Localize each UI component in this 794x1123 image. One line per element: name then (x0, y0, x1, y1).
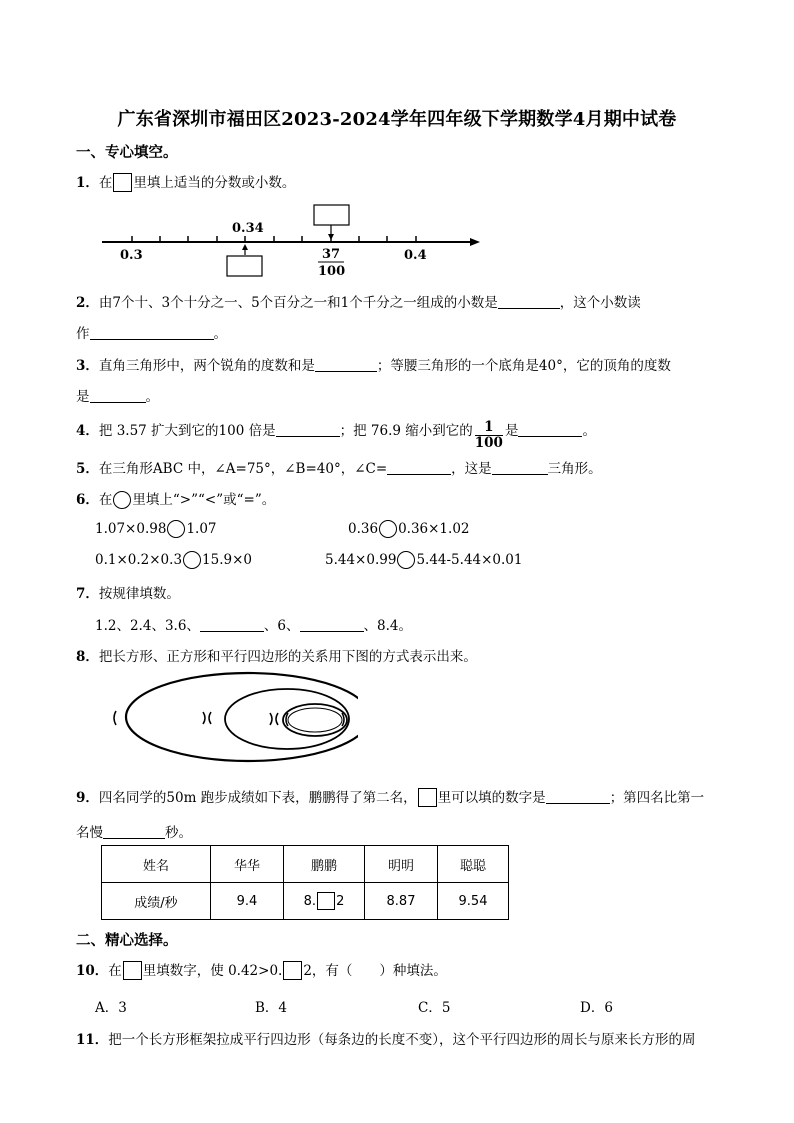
question-number: 10． (76, 963, 109, 979)
q11-text: 把一个长方形框架拉成平行四边形（每条边的长度不变），这个平行四边形的周长与原来长方形的周 (108, 1032, 696, 1048)
answer-blank[interactable] (90, 327, 214, 340)
answer-circle[interactable] (397, 551, 415, 569)
answer-blank[interactable] (492, 462, 548, 475)
question-11 (76, 1028, 696, 1048)
q4-text-a: 把 3.57 扩大到它的100 倍是 (98, 423, 276, 439)
inner-ellipse (283, 704, 347, 736)
answer-box[interactable] (283, 961, 302, 980)
fraction-denominator: 100 (318, 264, 346, 279)
question-5 (76, 457, 602, 477)
option-a[interactable]: A．3 (95, 1000, 127, 1016)
question-10 (76, 959, 447, 980)
question-number: 9． (76, 790, 99, 806)
answer-blank[interactable] (518, 424, 582, 437)
question-7-sequence: 1.2、2.4、3.6、 、6、 、8.4。 (95, 618, 412, 634)
answer-blank[interactable] (200, 619, 264, 632)
outer-ellipse (126, 673, 358, 761)
question-number: 4． (76, 423, 99, 439)
q2-text-d: 。 (213, 326, 227, 342)
q9-text-a: 四名同学的50m 跑步成绩如下表，鹏鹏得了第二名， (98, 790, 417, 806)
q1-text-a: 在 (98, 175, 113, 191)
answer-box-lower[interactable] (227, 256, 262, 276)
number-line-figure (96, 198, 496, 283)
question-number: 6． (76, 492, 99, 508)
table-cell: 成绩/秒 (102, 883, 211, 920)
q4-text-d: 。 (582, 423, 596, 439)
scores-table (101, 845, 509, 920)
compare-circle-icon (113, 491, 131, 509)
question-number: 5． (76, 461, 99, 477)
answer-blank[interactable] (387, 462, 451, 475)
paren-right-1 (203, 712, 205, 724)
option-c[interactable]: C．5 (418, 1000, 451, 1016)
table-cell: 8.87 (365, 883, 438, 920)
answer-box[interactable] (317, 892, 335, 910)
page-title: 广东省深圳市福田区2023-2024学年四年级下学期数学4月期中试卷 (117, 109, 677, 130)
question-number: 1． (76, 175, 99, 191)
question-2-line2 (76, 322, 227, 342)
table-header-row (102, 846, 509, 883)
number-line-arrow (470, 238, 480, 246)
question-7 (76, 582, 180, 602)
answer-blank[interactable] (300, 619, 364, 632)
compare-item-3: 0.1×0.2×0.3 15.9×0 (95, 552, 253, 568)
q7-text: 按规律填数。 (98, 586, 180, 602)
q3-text-c: 是 (76, 389, 90, 405)
answer-blank[interactable] (276, 424, 340, 437)
q8-text: 把长方形、正方形和平行四边形的关系用下图的方式表示出来。 (98, 649, 477, 665)
q2-text-c: 作 (76, 326, 90, 342)
question-number: 3． (76, 358, 99, 374)
fraction-numerator: 37 (322, 247, 341, 262)
question-9-line2: 名慢 秒。 (76, 825, 192, 841)
q6-text-b: 里填上“>”“<”或“=”。 (132, 492, 276, 508)
label-0-4: 0.4 (404, 248, 427, 263)
table-cell: 9.54 (438, 883, 509, 920)
answer-box[interactable] (418, 788, 437, 807)
question-number: 11． (76, 1032, 109, 1048)
label-0-34: 0.34 (232, 221, 264, 236)
q9-text-c: ；第四名比第一 (609, 790, 705, 806)
nested-ellipses-figure (98, 668, 358, 768)
table-row (102, 883, 509, 920)
compare-item-4: 5.44×0.99 5.44-5.44×0.01 (325, 552, 523, 568)
table-cell: 9.4 (211, 883, 284, 920)
q3-text-d: 。 (145, 389, 159, 405)
option-b[interactable]: B．4 (255, 1000, 288, 1016)
question-1 (76, 171, 295, 192)
table-header-cell: 姓名 (102, 846, 211, 883)
q4-text-b: ；把 76.9 缩小到它的 (339, 423, 473, 439)
question-4 (76, 419, 596, 451)
table-header-cell: 明明 (365, 846, 438, 883)
q3-text-a: 直角三角形中，两个锐角的度数和是 (98, 358, 315, 374)
answer-box[interactable] (123, 961, 142, 980)
label-0-3: 0.3 (120, 248, 143, 263)
answer-circle[interactable] (379, 520, 397, 538)
q10-text-c: 2，有（ ）种填法。 (303, 963, 447, 979)
answer-blank[interactable] (103, 826, 165, 839)
q5-text-b: ，这是 (451, 461, 492, 477)
middle-ellipse (225, 689, 349, 749)
question-6 (76, 488, 275, 509)
answer-circle[interactable] (183, 551, 201, 569)
q6-text-a: 在 (98, 492, 113, 508)
table-cell-pengpeng: 8. 2 (284, 883, 365, 920)
answer-blank[interactable] (546, 791, 610, 804)
answer-blank[interactable] (315, 359, 377, 372)
compare-item-1: 1.07×0.98 1.07 (95, 521, 217, 537)
section-heading-2: 二、精心选择。 (76, 932, 178, 949)
q5-text-a: 在三角形ABC 中，∠A=75°，∠B=40°，∠C= (98, 461, 388, 477)
table-header-cell: 华华 (211, 846, 284, 883)
question-number: 8． (76, 649, 99, 665)
option-d[interactable]: D．6 (580, 1000, 613, 1016)
q9-text-b: 里可以填的数字是 (437, 790, 546, 806)
compare-item-2: 0.36 0.36×1.02 (348, 521, 470, 537)
answer-blank[interactable] (90, 390, 146, 403)
q2-text-b: ，这个小数读 (559, 295, 641, 311)
q2-text-a: 由7个十、3个十分之一、5个百分之一和1个千分之一组成的小数是 (98, 295, 498, 311)
answer-box[interactable] (113, 173, 132, 192)
question-number: 2． (76, 295, 99, 311)
answer-circle[interactable] (167, 520, 185, 538)
q5-text-c: 三角形。 (547, 461, 602, 477)
q10-text-b: 里填数字，使 0.42>0. (142, 963, 283, 979)
q1-text-b: 里填上适当的分数或小数。 (133, 175, 296, 191)
question-2 (76, 291, 641, 311)
paren-left-1 (114, 711, 116, 725)
table-header-cell: 鹏鹏 (284, 846, 365, 883)
question-9 (76, 786, 704, 807)
q3-text-b: ；等腰三角形的一个底角是40°，它的顶角的度数 (376, 358, 671, 374)
question-3 (76, 354, 671, 374)
answer-box-upper[interactable] (314, 205, 349, 225)
q4-text-c: 是 (504, 423, 519, 439)
q10-text-a: 在 (108, 963, 122, 979)
table-header-cell: 聪聪 (438, 846, 509, 883)
question-number: 7． (76, 586, 99, 602)
fraction-one-hundredth: $\frac{1}{100}$ (474, 419, 503, 451)
question-3-line2 (76, 385, 159, 405)
question-8 (76, 645, 477, 665)
section-heading-1: 一、专心填空。 (76, 144, 178, 161)
answer-blank[interactable] (498, 296, 560, 309)
